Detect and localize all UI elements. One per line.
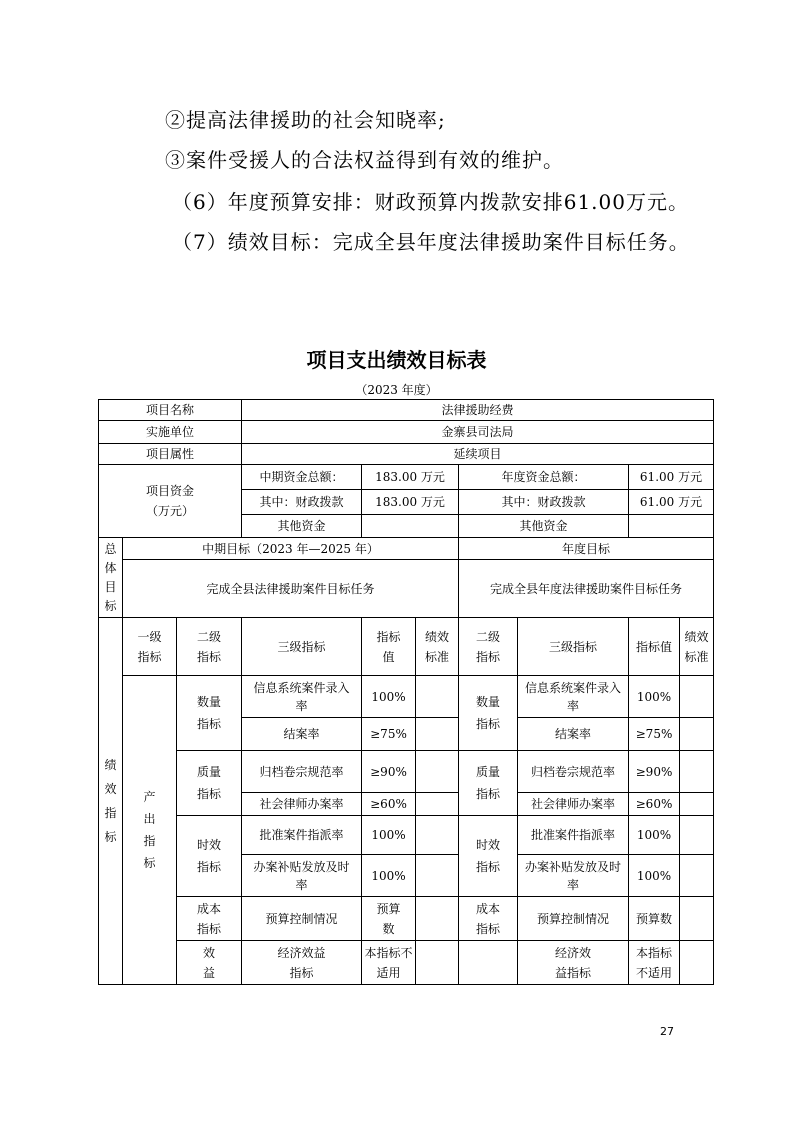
- closure-rate-standard-annual: [680, 718, 714, 751]
- mid-goal-header: 中期目标（2023 年—2025 年）: [123, 538, 459, 560]
- archive-rate-standard: [416, 751, 459, 793]
- header-level3: 三级指标: [242, 618, 362, 676]
- archive-rate-label-annual: 归档卷宗规范率: [518, 751, 629, 793]
- econ-label-annual: 经济效益指标: [518, 941, 629, 985]
- timeliness-label: 时效指标: [177, 816, 242, 897]
- subsidy-rate-label-annual: 办案补贴发放及时率: [518, 855, 629, 897]
- header-level2: 二级指标: [177, 618, 242, 676]
- econ-row-value: [416, 941, 459, 985]
- econ-row-standard: [459, 941, 518, 985]
- mid-fiscal: 183.00 万元: [362, 490, 459, 515]
- quality-label-annual: 质量指标: [459, 751, 518, 816]
- archive-rate-standard-annual: [680, 751, 714, 793]
- quality-label: 质量指标: [177, 751, 242, 816]
- project-name: 法律援助经费: [242, 400, 714, 421]
- quantity-label-annual: 数量指标: [459, 676, 518, 751]
- annual-fiscal: 61.00 万元: [629, 490, 714, 515]
- lawyer-rate-value: ≥60%: [362, 793, 416, 816]
- header-standard: 绩效标准: [416, 618, 459, 676]
- header-value-annual: 指标值: [629, 618, 680, 676]
- page-number: 27: [660, 1025, 674, 1038]
- archive-rate-value-annual: ≥90%: [629, 751, 680, 793]
- assign-rate-label-annual: 批准案件指派率: [518, 816, 629, 855]
- mid-total: 183.00 万元: [362, 465, 459, 490]
- annual-total-label: 年度资金总额：: [459, 465, 629, 490]
- annual-goal-text: 完成全县年度法律援助案件目标任务: [459, 560, 714, 618]
- budget-standard: [416, 897, 459, 941]
- header-level3-annual: 三级指标: [518, 618, 629, 676]
- budget-control-label: 预算控制情况: [242, 897, 362, 941]
- budget-value: 预算数: [362, 897, 416, 941]
- header-standard-annual: 绩效标准: [680, 618, 714, 676]
- cost-label-annual: 成本指标: [459, 897, 518, 941]
- entry-rate-label-annual: 信息系统案件录入率: [518, 676, 629, 718]
- funds-label: [99, 465, 242, 538]
- mid-total-label: 中期资金总额：: [242, 465, 362, 490]
- archive-rate-label: 归档卷宗规范率: [242, 751, 362, 793]
- entry-rate-standard-annual: [680, 676, 714, 718]
- table-title: 项目支出绩效目标表: [306, 348, 487, 372]
- project-name-label: 项目名称: [99, 400, 242, 421]
- econ-row-label-annual: 本指标不适用: [629, 941, 680, 985]
- cost-label: 成本指标: [177, 897, 242, 941]
- annual-total: 61.00 万元: [629, 465, 714, 490]
- closure-rate-standard: [416, 718, 459, 751]
- attr-value: 延续项目: [242, 444, 714, 465]
- paragraph-awareness: ②提高法律援助的社会知晓率;: [165, 108, 446, 132]
- closure-rate-label-annual: 结案率: [518, 718, 629, 751]
- archive-rate-value: ≥90%: [362, 751, 416, 793]
- annual-fiscal-label: 其中：财政拨款: [459, 490, 629, 515]
- funds-label-line2: （万元）: [145, 504, 194, 518]
- goals-side-label: 总体目标: [99, 538, 123, 618]
- lawyer-rate-value-annual: ≥60%: [629, 793, 680, 816]
- closure-rate-value: ≥75%: [362, 718, 416, 751]
- lawyer-rate-label-annual: 社会律师办案率: [518, 793, 629, 816]
- entry-rate-value: 100%: [362, 676, 416, 718]
- budget-control-label-annual: 预算控制情况: [518, 897, 629, 941]
- funds-label-line1: 项目资金: [145, 484, 194, 498]
- benefit-label: 效益: [177, 941, 242, 985]
- closure-rate-value-annual: ≥75%: [629, 718, 680, 751]
- unit-label: 实施单位: [99, 421, 242, 444]
- mid-other-label: 其他资金: [242, 515, 362, 538]
- subsidy-rate-standard: [416, 855, 459, 897]
- subsidy-rate-value: 100%: [362, 855, 416, 897]
- timeliness-label-annual: 时效指标: [459, 816, 518, 897]
- entry-rate-value-annual: 100%: [629, 676, 680, 718]
- econ-row-value-annual: [680, 941, 714, 985]
- quantity-label: 数量指标: [177, 676, 242, 751]
- assign-rate-standard: [416, 816, 459, 855]
- annual-other-value: [629, 515, 714, 538]
- assign-rate-standard-annual: [680, 816, 714, 855]
- assign-rate-value-annual: 100%: [629, 816, 680, 855]
- annual-other-label: 其他资金: [459, 515, 629, 538]
- lawyer-rate-standard-annual: [680, 793, 714, 816]
- closure-rate-label: 结案率: [242, 718, 362, 751]
- subsidy-rate-value-annual: 100%: [629, 855, 680, 897]
- header-level2-annual: 二级指标: [459, 618, 518, 676]
- econ-row-label: 本指标不适用: [362, 941, 416, 985]
- entry-rate-standard: [416, 676, 459, 718]
- mid-other-value: [362, 515, 459, 538]
- header-value: 指标值: [362, 618, 416, 676]
- econ-label: 经济效益指标: [242, 941, 362, 985]
- subsidy-rate-standard-annual: [680, 855, 714, 897]
- mid-goal-text: 完成全县法律援助案件目标任务: [123, 560, 459, 618]
- paragraph-goal: （7）绩效目标：完成全县年度法律援助案件目标任务。: [172, 230, 690, 254]
- lawyer-rate-standard: [416, 793, 459, 816]
- output-label: 产出指标: [123, 676, 177, 985]
- table-year: （2023 年度）: [355, 383, 438, 397]
- budget-value-annual: 预算数: [629, 897, 680, 941]
- assign-rate-value: 100%: [362, 816, 416, 855]
- attr-label: 项目属性: [99, 444, 242, 465]
- lawyer-rate-label: 社会律师办案率: [242, 793, 362, 816]
- mid-fiscal-label: 其中：财政拨款: [242, 490, 362, 515]
- budget-standard-annual: [680, 897, 714, 941]
- subsidy-rate-label: 办案补贴发放及时率: [242, 855, 362, 897]
- paragraph-rights: ③案件受援人的合法权益得到有效的维护。: [165, 148, 564, 172]
- annual-goal-header: 年度目标: [459, 538, 714, 560]
- entry-rate-label: 信息系统案件录入率: [242, 676, 362, 718]
- assign-rate-label: 批准案件指派率: [242, 816, 362, 855]
- paragraph-budget: （6）年度预算安排：财政预算内拨款安排61.00万元。: [172, 190, 689, 214]
- header-level1: 一级指标: [123, 618, 177, 676]
- unit-name: 金寨县司法局: [242, 421, 714, 444]
- performance-table: [98, 399, 714, 985]
- indicators-side-label: 绩效指标: [99, 618, 123, 985]
